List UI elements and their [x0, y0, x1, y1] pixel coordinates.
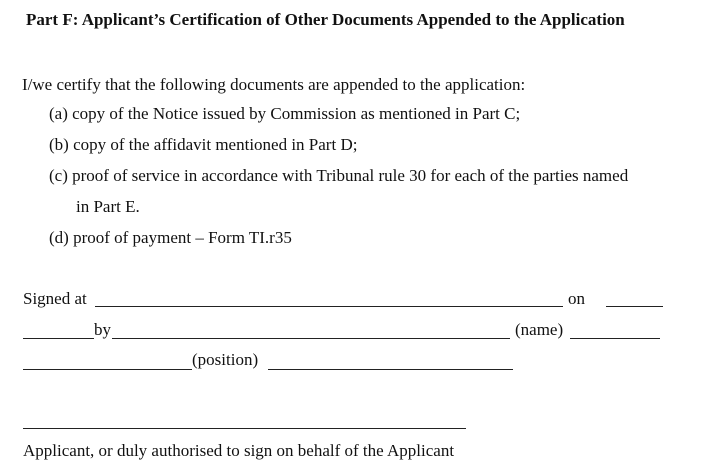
certification-intro: I/we certify that the following documents are appended to the application:: [22, 75, 526, 94]
position-field[interactable]: [23, 369, 192, 370]
list-marker: (d): [49, 228, 69, 247]
name-label: (name): [515, 320, 564, 339]
list-item-b: [49, 135, 357, 155]
list-marker: (b): [49, 135, 69, 154]
list-item-text: proof of payment – Form TI.r35: [73, 228, 292, 247]
signatory-field[interactable]: [112, 338, 510, 339]
signature-line[interactable]: [23, 428, 466, 429]
section-heading: Part F: Applicant’s Certification of Other Documents Appended to the Application: [26, 10, 625, 29]
list-item-d: [49, 228, 292, 248]
position-extra-field[interactable]: [268, 369, 513, 370]
list-marker: (c): [49, 166, 68, 185]
signed-at-label: Signed at: [23, 289, 87, 308]
on-label: on: [568, 289, 585, 308]
list-item-text: proof of service in accordance with Tribunal rule 30 for each of the parties named: [72, 166, 629, 185]
date-field[interactable]: [606, 306, 663, 307]
by-label: by: [94, 320, 111, 339]
name-field[interactable]: [570, 338, 660, 339]
signed-at-field[interactable]: [95, 306, 563, 307]
position-label: (position): [192, 350, 259, 369]
list-item-text: copy of the affidavit mentioned in Part D;: [73, 135, 358, 154]
list-item-text: copy of the Notice issued by Commission as mentioned in Part C;: [72, 104, 521, 123]
day-field[interactable]: [23, 338, 94, 339]
list-marker: (a): [49, 104, 68, 123]
list-item-c: [49, 166, 628, 186]
list-item-a: [49, 104, 520, 124]
list-item-c-continuation: in Part E.: [76, 197, 140, 216]
signature-caption: Applicant, or duly authorised to sign on behalf of the Applicant: [23, 441, 455, 460]
